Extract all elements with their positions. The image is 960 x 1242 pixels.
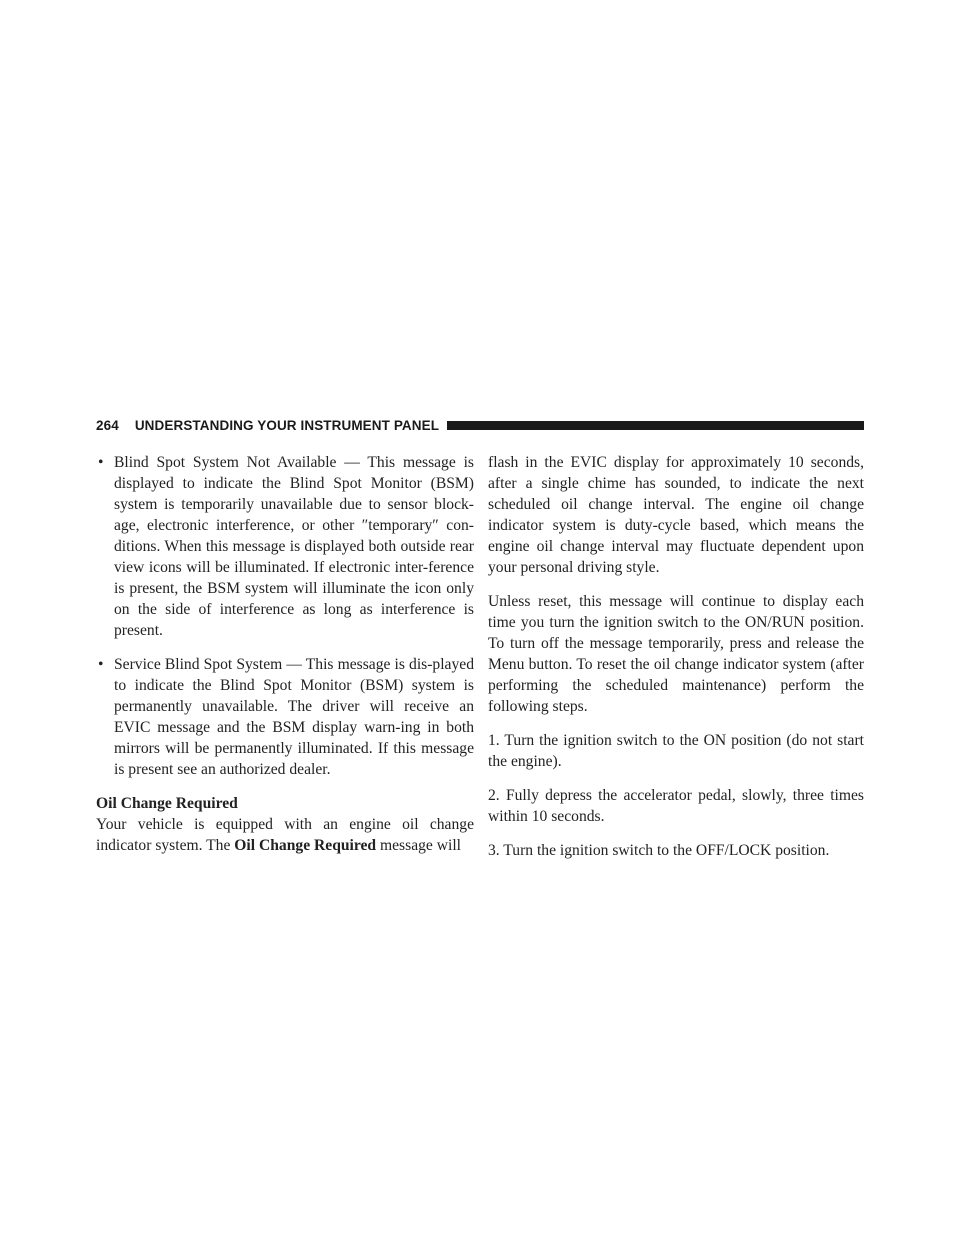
bullet-text: Service Blind Spot System — This message is dis-played to indicate the Blind Spot Monitor (BSM) system is permanently unavailable. The driver will receive an EVIC message and the BSM display warn-ing in both mirrors will be permanently illuminated. If this message is present see an authorized dealer.	[114, 656, 474, 778]
bullet-item	[96, 452, 474, 641]
bullet-item	[96, 654, 474, 780]
paragraph: Unless reset, this message will continue to display each time you turn the ignition switch to the ON/RUN position. To turn off the message temporarily, press and release the Menu button. To reset the oil change indicator system (after performing the scheduled maintenance) perform the following steps.	[488, 593, 864, 715]
intro-text-end: message will	[376, 837, 461, 854]
bullet-mark: •	[98, 454, 104, 471]
section-title: UNDERSTANDING YOUR INSTRUMENT PANEL	[134, 417, 440, 433]
header-rule	[447, 421, 864, 430]
page-number: 264	[96, 417, 119, 433]
bullet-text: Blind Spot System Not Available — This message is displayed to indicate the Blind Spot Monitor (BSM) system is temporarily unavailable due to sensor block-age, electronic interference, or other ″temporary″ con-ditions. When this message is displayed both outside rear view icons will be illuminated. If electronic inter-ference is present, the BSM system will illuminate the icon only on the side of interference as long as interference is present.	[114, 454, 474, 639]
right-column	[488, 452, 864, 874]
left-column	[96, 452, 474, 856]
section-heading: Oil Change Required	[96, 795, 238, 812]
step-1: 1. Turn the ignition switch to the ON position (do not start the engine).	[488, 732, 864, 770]
intro-paragraph	[96, 814, 474, 856]
page-header	[96, 416, 864, 434]
intro-text: Your vehicle is equipped with an engine oil change indicator system. The	[96, 816, 474, 854]
bullet-mark: •	[98, 656, 104, 673]
step-3: 3. Turn the ignition switch to the OFF/LOCK position.	[488, 842, 830, 859]
paragraph: flash in the EVIC display for approximately 10 seconds, after a single chime has sounded, to indicate the next scheduled oil change interval. The engine oil change indicator system is duty-cycle based, which means the engine oil change interval may fluctuate dependent upon your personal driving style.	[488, 454, 864, 576]
intro-bold-text: Oil Change Required	[234, 837, 377, 854]
step-2: 2. Fully depress the accelerator pedal, slowly, three times within 10 seconds.	[488, 787, 864, 825]
